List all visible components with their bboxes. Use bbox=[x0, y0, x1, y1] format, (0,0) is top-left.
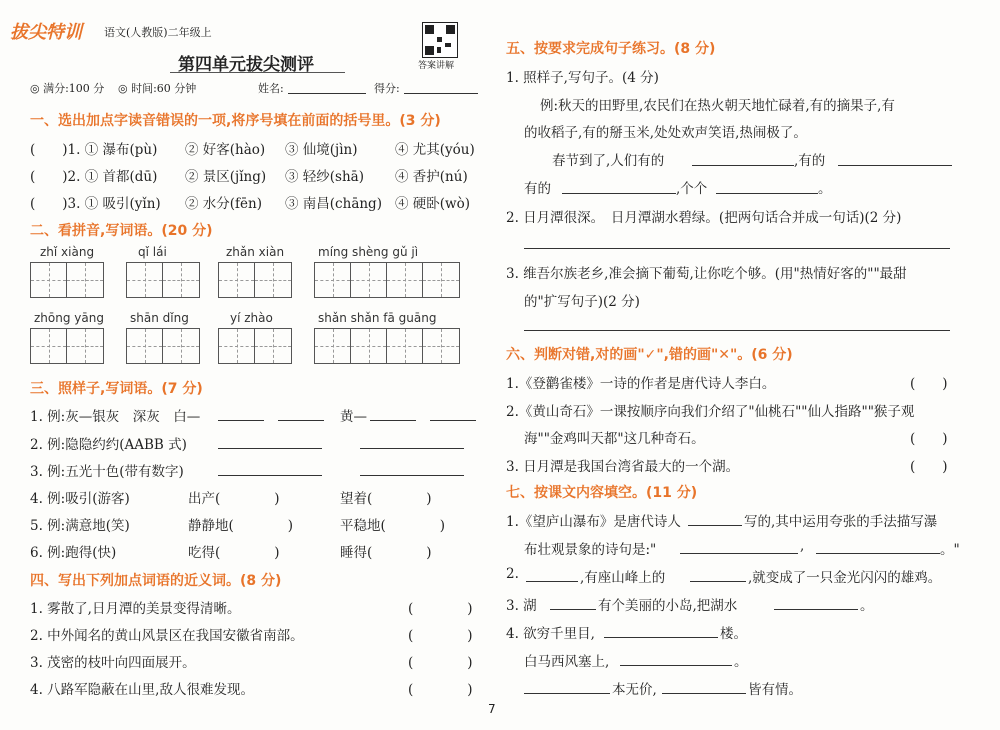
s1-q3-d: ④ 硬卧(wò) bbox=[395, 196, 471, 212]
pinyin-8: shǎn shǎn fā guāng bbox=[318, 311, 437, 325]
s3-item-5-b[interactable]: 平稳地( ) bbox=[340, 518, 446, 534]
s6-item-2: 2.《黄山奇石》一课按顺序向我们介绍了"仙桃石""仙人指路""猴子观 bbox=[506, 404, 915, 420]
s1-q2-b: ② 景区(jǐng) bbox=[185, 169, 267, 185]
s7-l3c: ,就变成了一只金光闪闪的雄鸡。 bbox=[748, 570, 942, 586]
s7-l6b: 。 bbox=[734, 654, 748, 670]
s4-item-3: 3. 茂密的枝叶向四面展开。 bbox=[30, 655, 196, 671]
s7-blank-3a[interactable] bbox=[550, 609, 596, 610]
s5-q1: 1. 照样子,写句子。(4 分) bbox=[506, 70, 659, 86]
s3-item-4: 4. 例:吸引(游客) bbox=[30, 491, 130, 507]
s6-item-1: 1.《登鹳雀楼》一诗的作者是唐代诗人李白。 bbox=[506, 376, 776, 392]
section-7-title: 七、按课文内容填空。(11 分) bbox=[506, 485, 698, 501]
s4-paren-3[interactable]: ( ) bbox=[408, 655, 473, 671]
char-grid-6[interactable] bbox=[126, 328, 200, 364]
s7-l4a: 3. 湖 bbox=[506, 598, 537, 614]
brand-logo: 拔尖特训 bbox=[10, 22, 82, 43]
s7-l4b: 有个美丽的小岛,把湖水 bbox=[598, 598, 738, 614]
s7-blank-4d[interactable] bbox=[662, 693, 746, 694]
name-label: 姓名: bbox=[258, 82, 284, 95]
s6-paren-3[interactable]: ( ) bbox=[910, 459, 948, 475]
s5-q2: 2. 日月潭很深。 日月潭湖水碧绿。(把两句话合并成一句话)(2 分) bbox=[506, 210, 902, 226]
section-1-title: 一、选出加点字读音错误的一项,将序号填在前面的括号里。(3 分) bbox=[30, 113, 441, 129]
s1-q1-b: ② 好客(hào) bbox=[185, 142, 266, 158]
s5-fill-1b: ,有的 bbox=[794, 153, 826, 169]
s7-blank-poet[interactable] bbox=[688, 525, 742, 526]
s3-item-6: 6. 例:跑得(快) bbox=[30, 545, 117, 561]
s5-q3-answer-line[interactable] bbox=[524, 330, 950, 331]
s4-item-1: 1. 雾散了,日月潭的美景变得清晰。 bbox=[30, 601, 241, 617]
char-grid-2[interactable] bbox=[126, 262, 200, 298]
s4-item-2: 2. 中外闻名的黄山风景区在我国安徽省南部。 bbox=[30, 628, 304, 644]
section-3-title: 三、照样子,写词语。(7 分) bbox=[30, 381, 203, 397]
s7-blank-3b[interactable] bbox=[774, 609, 858, 610]
s5-q2-answer-line[interactable] bbox=[524, 248, 950, 249]
s3-item-3: 3. 例:五光十色(带有数字) bbox=[30, 464, 184, 480]
s7-l5a: 4. 欲穷千里目, bbox=[506, 626, 595, 642]
section-4-title: 四、写出下列加点词语的近义词。(8 分) bbox=[30, 573, 282, 589]
s5-blank-4[interactable] bbox=[716, 193, 818, 194]
s5-fill-2a: 有的 bbox=[524, 181, 551, 197]
pinyin-4: míng shèng gǔ jì bbox=[318, 245, 419, 259]
s3-item-4-b[interactable]: 望着( ) bbox=[340, 491, 432, 507]
char-grid-3[interactable] bbox=[218, 262, 292, 298]
s7-l2c: 。" bbox=[940, 542, 960, 558]
s5-fill-1a: 春节到了,人们有的 bbox=[552, 153, 665, 169]
qr-code bbox=[422, 22, 458, 58]
char-grid-8[interactable] bbox=[314, 328, 460, 364]
s3-3-blank-2[interactable] bbox=[360, 475, 464, 476]
s7-l3b: ,有座山峰上的 bbox=[580, 570, 666, 586]
s3-item-1: 1. 例:灰—银灰 深灰 白— bbox=[30, 409, 201, 425]
pinyin-1: zhǐ xiàng bbox=[40, 245, 95, 259]
s5-example-2: 的收稻子,有的掰玉米,处处欢声笑语,热闹极了。 bbox=[524, 125, 807, 141]
s7-l7b: 皆有情。 bbox=[748, 682, 802, 698]
s3-item-6-m[interactable]: 吃得( ) bbox=[188, 545, 280, 561]
s1-q3-c: ③ 南昌(chāng) bbox=[285, 196, 382, 212]
s7-l7a: 本无价, bbox=[612, 682, 657, 698]
s1-q1-d: ④ 尤其(yóu) bbox=[395, 142, 475, 158]
page-number: 7 bbox=[488, 702, 496, 716]
s6-item-3: 3. 日月潭是我国台湾省最大的一个湖。 bbox=[506, 459, 740, 475]
s7-blank-line2[interactable] bbox=[816, 553, 940, 554]
s5-fill-2c: 。 bbox=[818, 181, 832, 197]
s1-q2-a: ( )2. ① 首都(dū) bbox=[30, 169, 158, 185]
s3-item-5-m[interactable]: 静静地( ) bbox=[188, 518, 294, 534]
s6-paren-2[interactable]: ( ) bbox=[910, 431, 948, 447]
s7-l5b: 楼。 bbox=[720, 626, 747, 642]
s7-blank-2a[interactable] bbox=[526, 581, 578, 582]
s6-item-2b: 海""金鸡叫天都"这几种奇石。 bbox=[524, 431, 705, 447]
s7-blank-2b[interactable] bbox=[690, 581, 746, 582]
s3-1-blank-4[interactable] bbox=[430, 420, 476, 421]
s7-l1b: 写的,其中运用夸张的手法描写瀑 bbox=[744, 514, 938, 530]
s5-q3b: 的"扩写句子)(2 分) bbox=[524, 294, 640, 310]
s3-item-6-b[interactable]: 睡得( ) bbox=[340, 545, 432, 561]
s7-l3a: 2. bbox=[506, 566, 519, 582]
s7-l4c: 。 bbox=[860, 598, 874, 614]
section-5-title: 五、按要求完成句子练习。(8 分) bbox=[506, 41, 716, 57]
s4-paren-4[interactable]: ( ) bbox=[408, 682, 473, 698]
s7-blank-4a[interactable] bbox=[604, 637, 718, 638]
s1-q2-c: ③ 轻纱(shā) bbox=[285, 169, 364, 185]
score-field[interactable] bbox=[404, 93, 478, 94]
full-score: ◎ 满分:100 分 bbox=[30, 82, 105, 95]
time-limit: ◎ 时间:60 分钟 bbox=[118, 82, 197, 95]
page-title: 第四单元拔尖测评 bbox=[178, 55, 314, 75]
char-grid-7[interactable] bbox=[218, 328, 292, 364]
s4-paren-1[interactable]: ( ) bbox=[408, 601, 473, 617]
pinyin-5: zhōng yāng bbox=[34, 311, 104, 325]
char-grid-5[interactable] bbox=[30, 328, 104, 364]
s3-2-blank-1[interactable] bbox=[218, 448, 322, 449]
s3-2-blank-2[interactable] bbox=[360, 448, 464, 449]
s4-paren-2[interactable]: ( ) bbox=[408, 628, 473, 644]
pinyin-2: qǐ lái bbox=[138, 245, 167, 259]
s1-q2-d: ④ 香护(nú) bbox=[395, 169, 468, 185]
s7-blank-4c[interactable] bbox=[524, 693, 610, 694]
s3-item-2: 2. 例:隐隐约约(AABB 式) bbox=[30, 437, 187, 453]
s5-q3a: 3. 维吾尔族老乡,准会摘下葡萄,让你吃个够。(用"热情好客的""最甜 bbox=[506, 266, 907, 282]
s5-example-1: 例:秋天的田野里,农民们在热火朝天地忙碌着,有的摘果子,有 bbox=[540, 98, 895, 114]
s3-item-1-b: 黄— bbox=[340, 409, 367, 425]
s7-l1a: 1.《望庐山瀑布》是唐代诗人 bbox=[506, 514, 681, 530]
s6-paren-1[interactable]: ( ) bbox=[910, 376, 948, 392]
s3-1-blank-2[interactable] bbox=[278, 420, 324, 421]
s5-blank-2[interactable] bbox=[838, 165, 952, 166]
s7-blank-line1[interactable] bbox=[680, 553, 798, 554]
s1-q3-a: ( )3. ① 吸引(yǐn) bbox=[30, 196, 161, 212]
s7-l2b: , bbox=[800, 538, 805, 554]
s7-blank-4b[interactable] bbox=[620, 665, 732, 666]
s3-1-blank-1[interactable] bbox=[218, 420, 264, 421]
subject-label: 语文(人教版)二年级上 bbox=[104, 26, 212, 39]
s4-item-4: 4. 八路军隐蔽在山里,敌人很难发现。 bbox=[30, 682, 254, 698]
s7-l2a: 布壮观景象的诗句是:" bbox=[524, 542, 657, 558]
s1-q1-a: ( )1. ① 瀑布(pù) bbox=[30, 142, 158, 158]
s1-q3-b: ② 水分(fēn) bbox=[185, 196, 263, 212]
pinyin-6: shān dǐng bbox=[130, 311, 189, 325]
s3-item-5: 5. 例:满意地(笑) bbox=[30, 518, 130, 534]
char-grid-1[interactable] bbox=[30, 262, 104, 298]
name-field[interactable] bbox=[288, 93, 366, 94]
score-label: 得分: bbox=[374, 82, 400, 95]
s7-l6a: 白马西风塞上, bbox=[524, 654, 610, 670]
section-2-title: 二、看拼音,写词语。(20 分) bbox=[30, 223, 213, 239]
s1-q1-c: ③ 仙境(jìn) bbox=[285, 142, 358, 158]
s3-3-blank-1[interactable] bbox=[218, 475, 322, 476]
qr-label: 答案讲解 bbox=[418, 61, 455, 71]
s5-blank-3[interactable] bbox=[562, 193, 676, 194]
s3-1-blank-3[interactable] bbox=[370, 420, 416, 421]
s5-blank-1[interactable] bbox=[692, 165, 794, 166]
char-grid-4[interactable] bbox=[314, 262, 460, 298]
section-6-title: 六、判断对错,对的画"✓",错的画"✕"。(6 分) bbox=[506, 347, 793, 363]
pinyin-3: zhǎn xiàn bbox=[226, 245, 285, 259]
s5-fill-2b: ,个个 bbox=[676, 181, 708, 197]
pinyin-7: yí zhào bbox=[230, 311, 273, 325]
s3-item-4-m[interactable]: 出产( ) bbox=[188, 491, 280, 507]
